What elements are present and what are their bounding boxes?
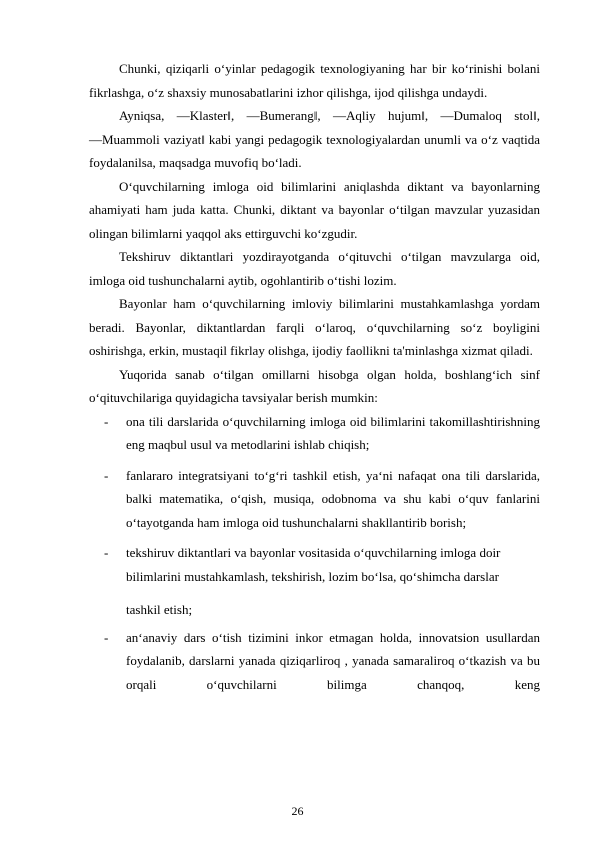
paragraph-5: Bayonlar ham o‘quvchilarning imloviy bilimlarini mustahkamlashga yordam beradi. Bayonlar, diktantlardan farqli o‘laroq, o‘quvchilarning so‘z boyligini oshirishga, erkin, mustaqil fikrlay olishga, ijodiy faollikni ta'minlashga xizmat qiladi. — [89, 296, 540, 358]
paragraph-4: Tekshiruv diktantlari yozdirayotganda o‘qituvchi o‘tilgan mavzularga oid, imloga oid tushunchalarni aytib, ogohlantirib o‘tishi lozim. — [89, 249, 540, 288]
list-dash: - — [104, 545, 109, 560]
list-dash: - — [104, 629, 109, 645]
paragraph-6: Yuqorida sanab o‘tilgan omillarni hisobga olgan holda, boshlang‘ich sinf o‘qituvchilariga quyidagicha tavsiyalar berish mumkin: — [89, 366, 540, 405]
paragraph-3: O‘quvchilarning imloga oid bilimlarini aniqlashda diktant va bayonlarning ahamiyati ham juda katta. Chunki, diktant va bayonlar o‘tilgan mavzular yuzasidan olingan bilimlarni yaqqol aks ettirguvchi ko‘zgudir. — [89, 178, 540, 241]
page-number: 26 — [291, 804, 304, 818]
body-text — [89, 57, 540, 703]
paragraph-1: Chunki, qiziqarli o‘yinlar pedagogik texnologiyaning har bir ko‘rinishi bolani fikrlashga, o‘z shaxsiy munosabatlarini izhor qilishga, ijod qilishga undaydi. — [89, 61, 540, 100]
list-item — [89, 626, 540, 697]
list-item-text: an‘anaviy dars o‘tish tizimini inkor etmagan holda, innovatsion usullardan foydalanib, darslarni yanada qiziqarliroq , yanada samaraliroq o‘tkazish va bu orqali o‘quvchilarni bilimga chanqoq, keng — [126, 629, 540, 692]
list-item — [89, 410, 540, 457]
list-item — [89, 541, 540, 588]
paragraph-2: Ayniqsa, ―Klaster‖, ―Bumerang‖, ―Aqliy hujum‖, ―Dumaloq stol‖, ―Muammoli vaziyat‖ kabi yangi pedagogik texnologiyalardan unumli va o‘z vaqtida foydalanilsa, maqsadga muvofiq bo‘ladi. — [89, 108, 540, 170]
list-item-text: ona tili darslarida o‘quvchilarning imloga oid bilimlarini takomillashtirishning eng maqbul usul va metodlarini ishlab chiqish; — [126, 413, 540, 452]
list-item-continuation: tashkil etish; — [126, 602, 193, 617]
list-item-text: fanlararo integratsiyani to‘g‘ri tashkil etish, ya‘ni nafaqat ona tili darslarida, balki matematika, o‘qish, musiqa, odobnoma va shu kabi o‘quv fanlarini o‘tayotganda ham imloga oid tushunchalarni shakllantirib borish; — [126, 467, 540, 530]
list-item-text: tekshiruv diktantlari va bayonlar vositasida o‘quvchilarning imloga doir bilimlarini mustahkamlash, tekshirish, lozim bo‘lsa, qo‘shimcha darslar — [126, 545, 501, 584]
list-item — [89, 464, 540, 535]
recommendation-list — [89, 410, 540, 697]
list-dash: - — [104, 413, 109, 429]
list-dash: - — [104, 467, 109, 483]
